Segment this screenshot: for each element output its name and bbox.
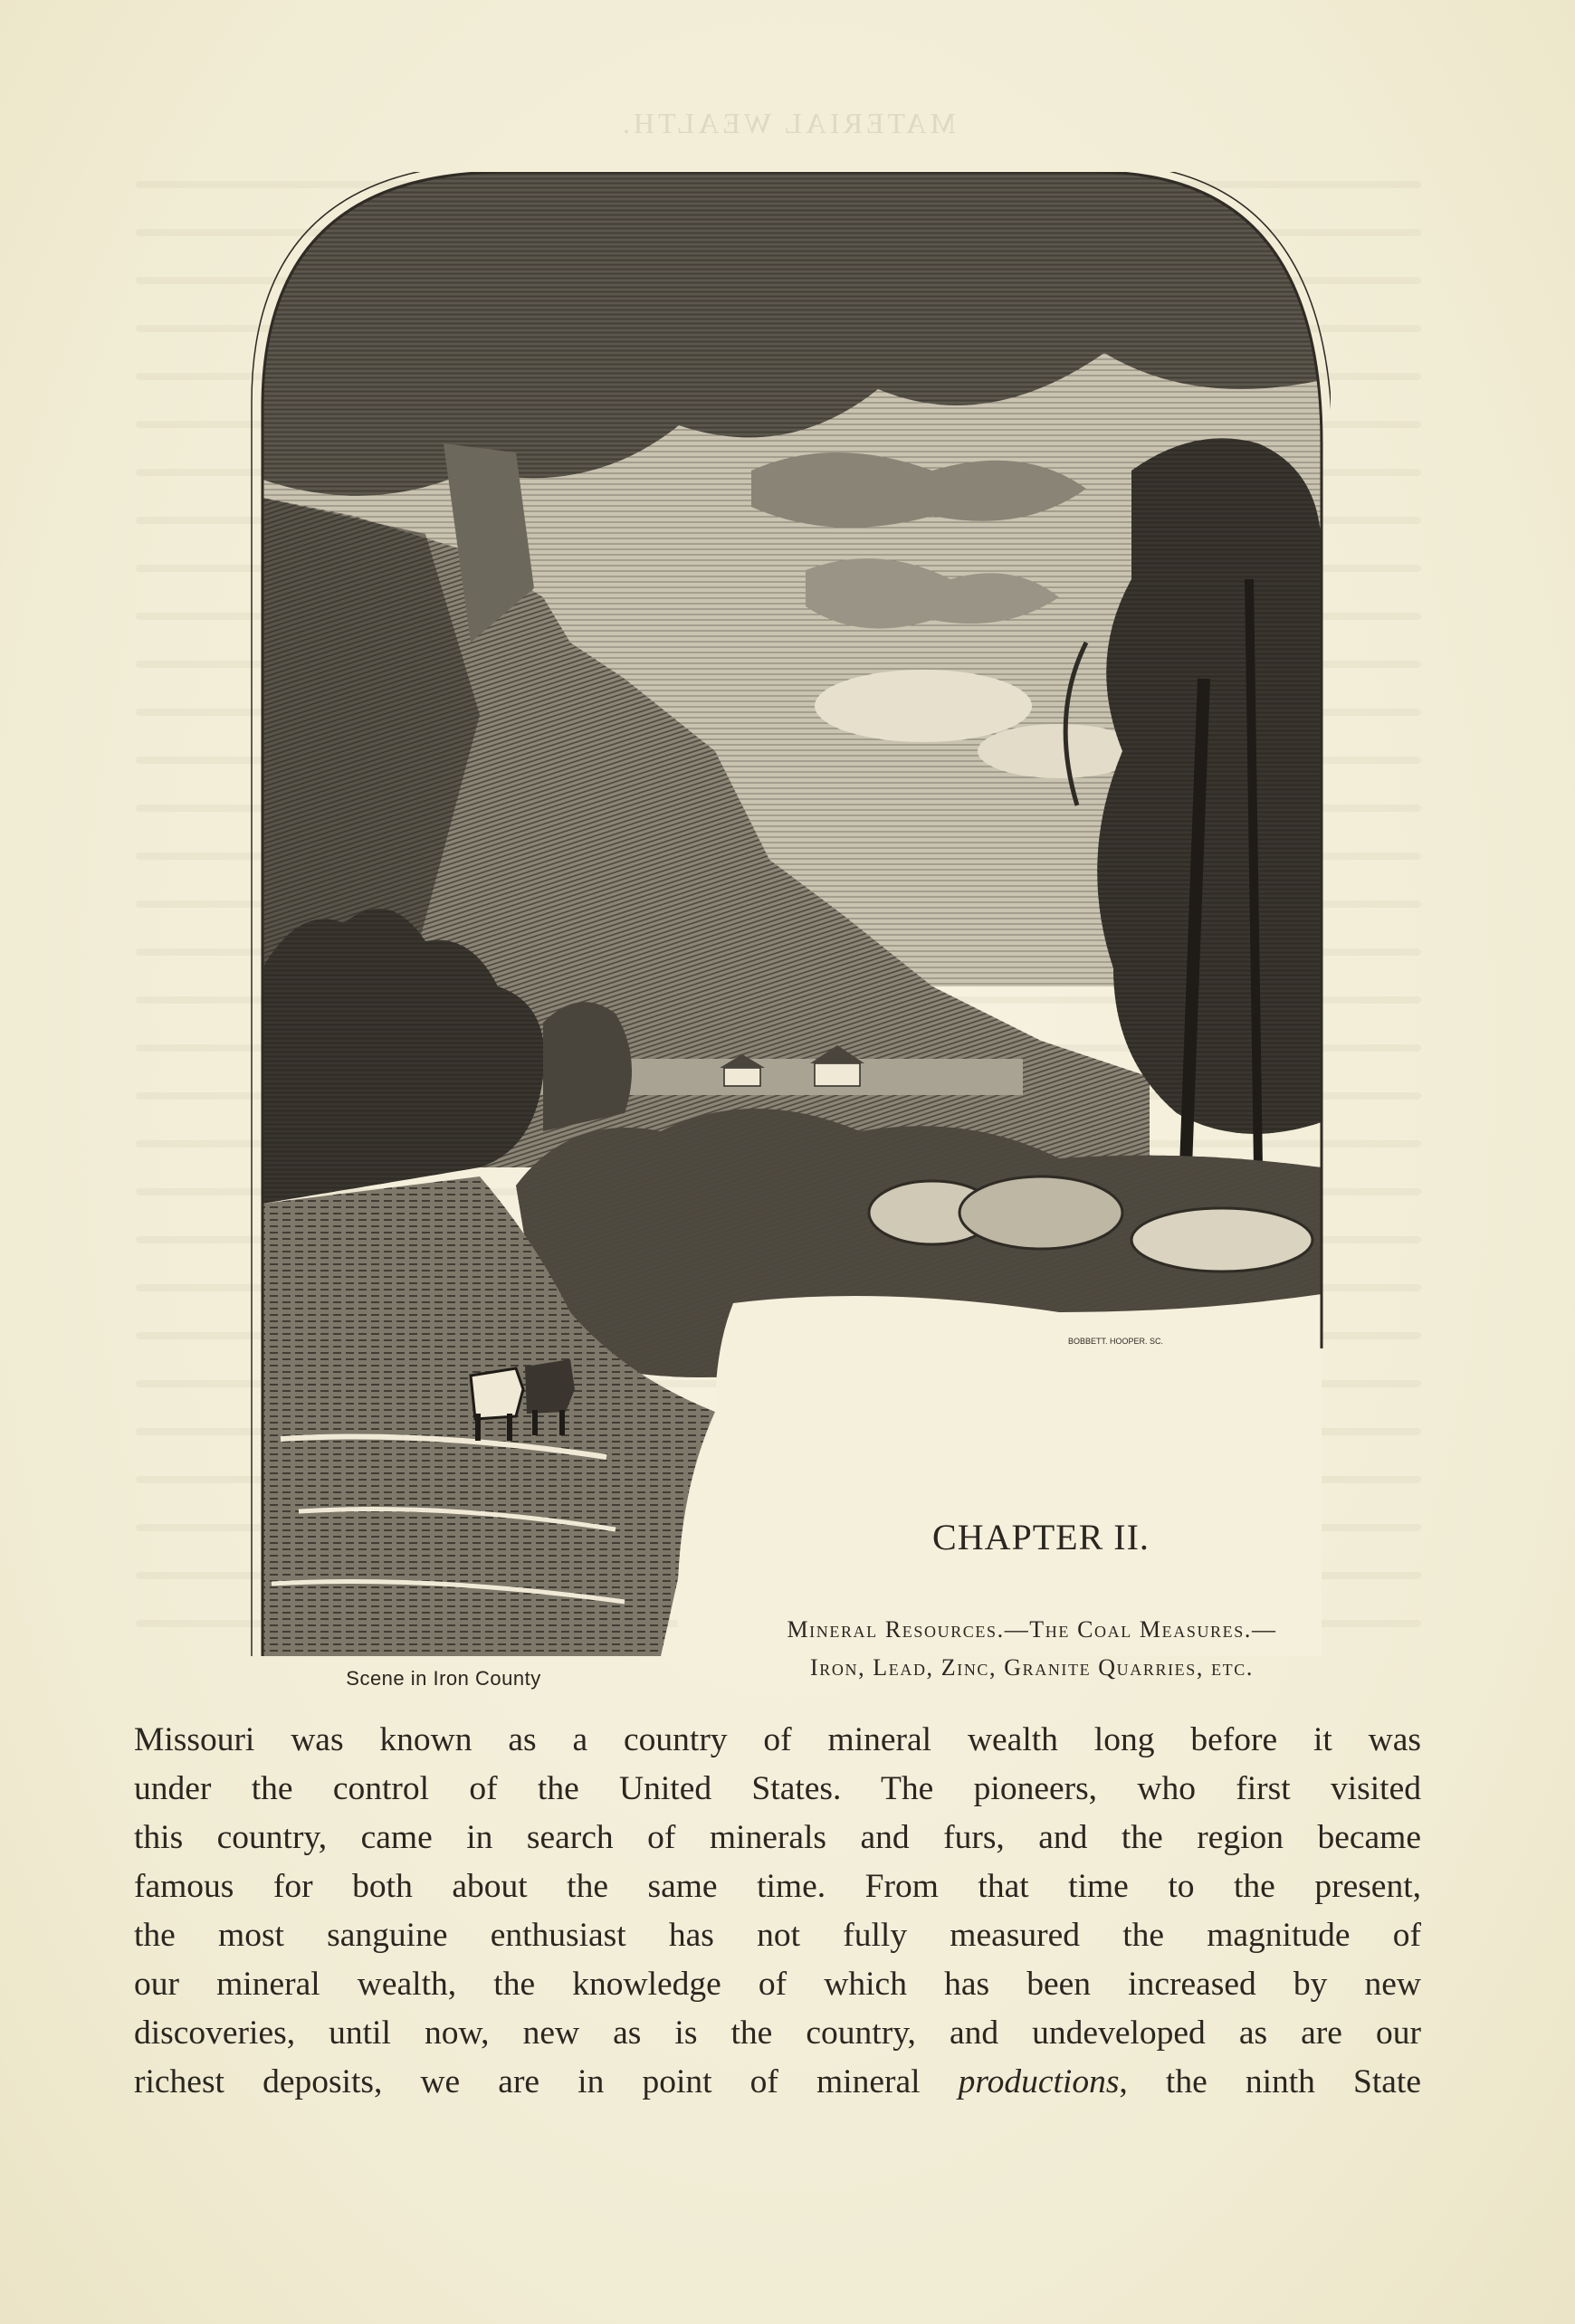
text-line: famous for both about the same time. From that time to the present,	[134, 1868, 1421, 1905]
text-line-last	[134, 2058, 1421, 2107]
emphasized-word: productions	[958, 2063, 1120, 2100]
text-line: this country, came in search of minerals and furs, and the region became	[134, 1819, 1421, 1856]
text-line: under the control of the United States. The pioneers, who first visited	[134, 1770, 1421, 1807]
illustration-caption: Scene in Iron County	[346, 1667, 541, 1690]
body-paragraph	[134, 1716, 1421, 2107]
text-segment: , the ninth State	[1119, 2063, 1421, 2100]
text-line: the most sanguine enthusiast has not fully measured the magnitude of	[134, 1917, 1421, 1954]
chapter-title: CHAPTER II.	[932, 1517, 1150, 1557]
text-line: our mineral wealth, the knowledge of which has been increased by new	[134, 1966, 1421, 2003]
chapter-subtitle-line: Iron, Lead, Zinc, Granite Quarries, etc.	[810, 1654, 1254, 1681]
engraving-illustration	[244, 172, 1331, 1656]
text-line: Missouri was known as a country of mineral wealth long before it was	[134, 1721, 1421, 1758]
text-line: discoveries, until now, new as is the country, and undeveloped as are our	[134, 2014, 1421, 2052]
chapter-subtitle-line: Mineral Resources.—The Coal Measures.—	[787, 1616, 1277, 1643]
chapter-subtitle	[670, 1611, 1394, 1687]
bleed-through-heading: MATERIAL WEALTH.	[618, 107, 957, 139]
engraver-signature: BOBBETT. HOOPER. SC.	[1068, 1337, 1164, 1346]
text-segment: richest deposits, we are in point of mineral	[134, 2063, 921, 2100]
